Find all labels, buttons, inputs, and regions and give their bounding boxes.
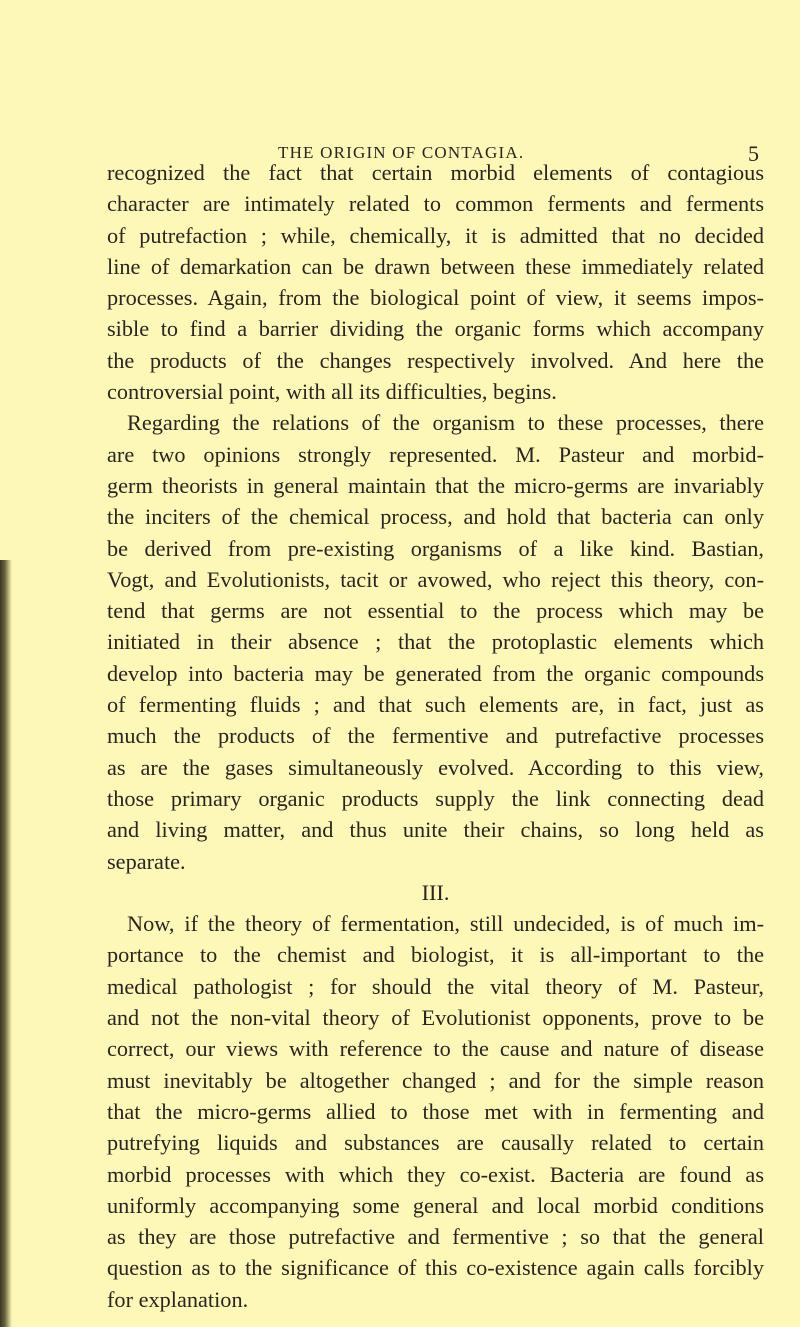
text-line: as they are those putrefactive and fermentive ; so that the general [107, 1224, 764, 1250]
text-line: sible to find a barrier dividing the organic forms which accompany [107, 316, 764, 342]
text-line: tend that germs are not essential to the process which may be [107, 598, 764, 624]
text-line: of putrefaction ; while, chemically, it is admitted that no decided [107, 222, 764, 248]
text-line: as are the gases simultaneously evolved. According to this view, [107, 754, 764, 780]
text-line: morbid processes with which they co-exist. Bacteria are found as [107, 1161, 764, 1187]
paragraph-1 [107, 157, 764, 407]
book-binding-edge [0, 560, 12, 1327]
text-line: question as to the significance of this co-existence again calls forcibly [107, 1255, 764, 1281]
text-line: putrefying liquids and substances are causally related to certain [107, 1130, 764, 1156]
text-line: recognized the fact that certain morbid elements of contagious [107, 160, 764, 185]
text-line: of fermenting fluids ; and that such elements are, in fact, just as [107, 692, 764, 718]
text-line: are two opinions strongly represented. M. Pasteur and morbid- [107, 441, 764, 467]
text-line: line of demarkation can be drawn between these immediately related [107, 253, 764, 279]
text-line: character are intimately related to common ferments and ferments [107, 191, 764, 217]
text-line: and living matter, and thus unite their chains, so long held as [107, 817, 764, 843]
text-line: correct, our views with reference to the cause and nature of disease [107, 1036, 764, 1062]
text-line: much the products of the fermentive and putrefactive processes [107, 723, 764, 749]
text-line: germ theorists in general maintain that the micro-germs are invariably [107, 472, 764, 498]
text-line: develop into bacteria may be generated from the organic compounds [107, 660, 764, 686]
section-heading: III. [421, 879, 450, 905]
text-line: initiated in their absence ; that the protoplastic elements which [107, 629, 764, 655]
text-line: processes. Again, from the biological point of view, it seems impos- [107, 285, 764, 311]
text-line: for explanation. [107, 1286, 249, 1312]
text-line: those primary organic products supply the link connecting dead [107, 785, 764, 811]
text-line: portance to the chemist and biologist, it is all-important to the [107, 942, 764, 968]
text-line: medical pathologist ; for should the vital theory of M. Pasteur, [107, 973, 764, 999]
text-line: Now, if the theory of fermentation, still undecided, is of much im- [127, 911, 764, 937]
text-line: uniformly accompanying some general and local morbid conditions [107, 1192, 764, 1218]
running-title: THE ORIGIN OF CONTAGIA. [278, 143, 525, 162]
paragraph-2 [107, 407, 764, 876]
text-line: that the micro-germs allied to those met with in fermenting and [107, 1098, 764, 1124]
page-number: 5 [748, 141, 759, 166]
text-line: the products of the changes respectively involved. And here the [107, 347, 764, 373]
text-line: Vogt, and Evolutionists, tacit or avowed, who reject this theory, con- [107, 566, 764, 592]
text-line: controversial point, with all its difficulties, begins. [107, 379, 557, 405]
text-line: separate. [107, 848, 186, 874]
text-line: and not the non-vital theory of Evolutionist opponents, prove to be [107, 1005, 764, 1031]
page-body [107, 157, 764, 1315]
text-line: the inciters of the chemical process, and hold that bacteria can only [107, 504, 764, 530]
text-line: must inevitably be altogether changed ; and for the simple reason [107, 1067, 764, 1093]
text-line: Regarding the relations of the organism to these processes, there [127, 410, 764, 436]
text-line: be derived from pre-existing organisms of a like kind. Bastian, [107, 535, 764, 561]
paragraph-3 [107, 908, 764, 1315]
